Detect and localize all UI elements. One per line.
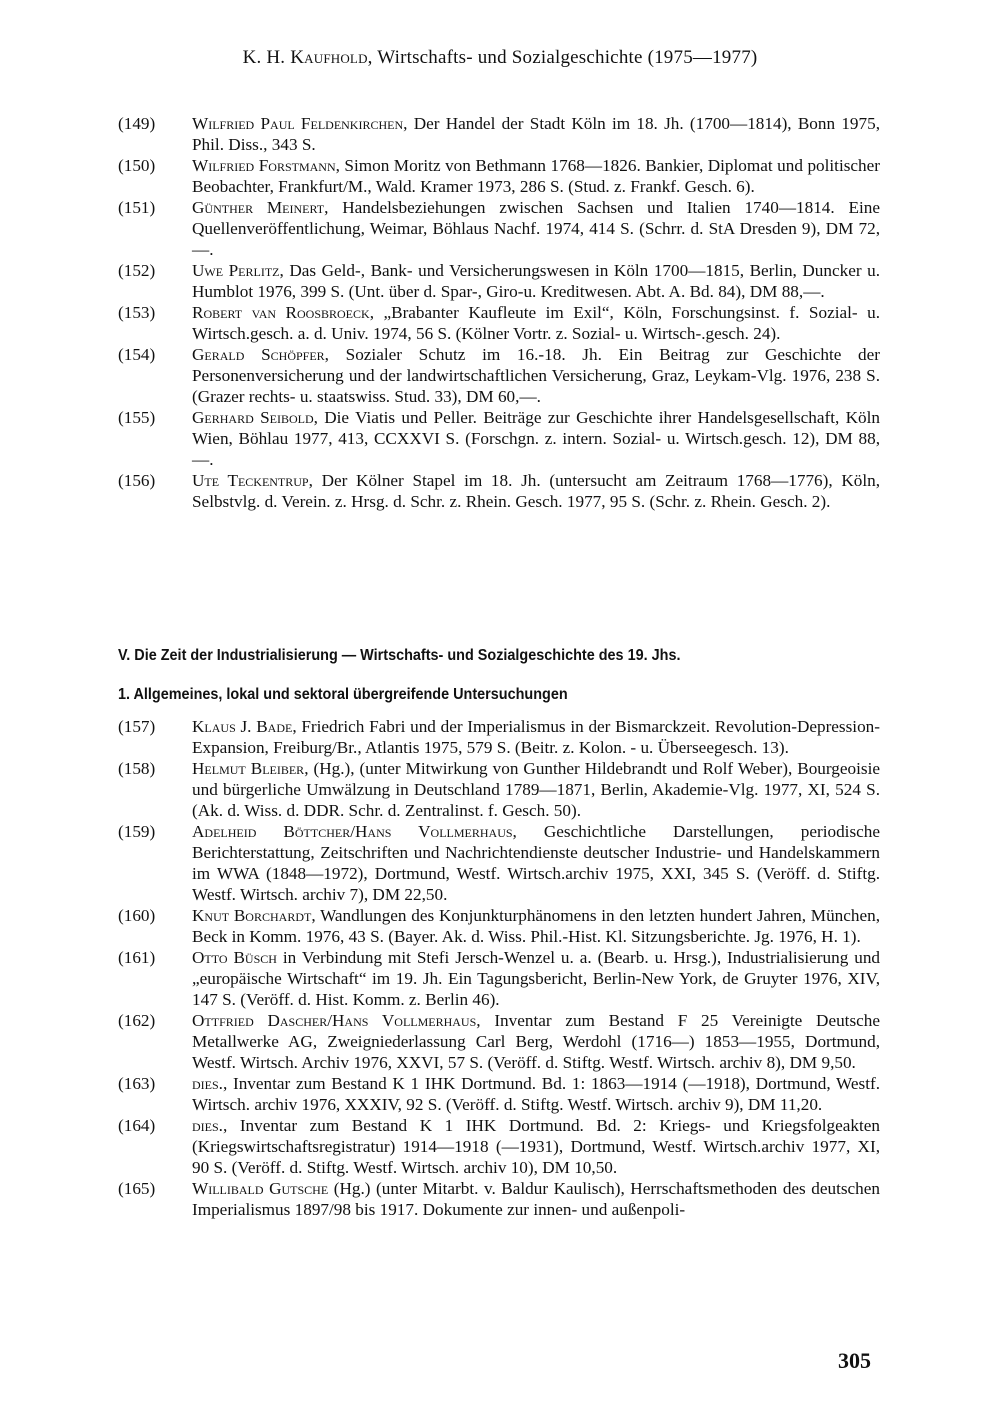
entry-number: (154): [118, 345, 156, 364]
subsection-heading: 1. Allgemeines, lokal und sektoral übergreifende Untersuchungen: [118, 686, 568, 703]
entry-text: , Das Geld-, Bank- und Versicherungswesen in Köln 1700—1815, Berlin, Duncker u. Humblot 1976, 399 S. (Unt. über d. Spar-, Giro-u. Kreditwesen. Abt. A. Bd. 84), DM 88,—.: [192, 261, 880, 301]
entry-number: (163): [118, 1074, 156, 1093]
entry-author: Helmut Bleiber: [192, 759, 305, 778]
section-heading: V. Die Zeit der Industrialisierung — Wirtschafts- und Sozialgeschichte des 19. Jhs.: [118, 647, 681, 664]
entry-author: Ottfried Dascher/Hans Vollmerhaus: [192, 1011, 477, 1030]
entry-author: Otto Büsch: [192, 948, 277, 967]
entry-author: Wilfried Forstmann: [192, 156, 336, 175]
bibliography-entry: [118, 344, 880, 407]
entry-author: dies.: [192, 1116, 223, 1135]
entry-author: Willibald Gutsche: [192, 1179, 329, 1198]
entry-text: , Simon Moritz von Bethmann 1768—1826. Bankier, Diplomat und politischer Beobachter, Frankfurt/M., Wald. Kramer 1973, 286 S. (Stud. z. Frankf. Gesch. 6).: [192, 156, 880, 196]
bibliography-entry: [118, 1115, 880, 1178]
entry-number: (152): [118, 261, 156, 280]
bibliography-entry: [118, 905, 880, 947]
entry-author: dies.: [192, 1074, 223, 1093]
bibliography-entry: [118, 113, 880, 155]
bibliography-entry: [118, 155, 880, 197]
entry-author: Robert van Roosbroeck: [192, 303, 370, 322]
bibliography-entry: [118, 947, 880, 1010]
entry-number: (153): [118, 303, 156, 322]
entry-author: Wilfried Paul Feldenkirchen: [192, 114, 404, 133]
entry-number: (158): [118, 759, 156, 778]
entry-author: Gerhard Seibold: [192, 408, 314, 427]
entry-author: Gerald Schöpfer: [192, 345, 325, 364]
bibliography-entry: [118, 197, 880, 260]
header-title: , Wirtschafts- und Sozialgeschichte (1975—1977): [367, 47, 758, 68]
entry-text: , Inventar zum Bestand F 25 Vereinigte Deutsche Metallwerke AG, Zweigniederlassung Carl Berg, Werdohl (1716—) 1853—1955, Dortmund, Westf. Wirtsch. Archiv 1976, XXVI, 57 S. (Veröff. d. Stiftg. Westf. Wirtsch. archiv 8), DM 9,50.: [192, 1011, 880, 1072]
entry-number: (162): [118, 1011, 156, 1030]
entry-author: Knut Borchardt: [192, 906, 312, 925]
entry-number: (159): [118, 822, 156, 841]
header-author-surname: Kaufhold: [290, 47, 368, 68]
bibliography-entry: [118, 1010, 880, 1073]
running-head: [0, 47, 1000, 69]
entry-number: (165): [118, 1179, 156, 1198]
entry-number: (164): [118, 1116, 156, 1135]
entry-text: , (Hg.), (unter Mitwirkung von Gunther Hildebrandt und Rolf Weber), Bourgeoisie und bürgerliche Umwälzung in Deutschland 1789—1871, Berlin, Akademie-Vlg. 1977, XI, 524 S. (Ak. d. Wiss. d. DDR. Schr. d. Zentralinst. f. Gesch. 50).: [192, 759, 880, 820]
bibliography-entry: [118, 1073, 880, 1115]
entry-text: , Wandlungen des Konjunkturphänomens in den letzten hundert Jahren, München, Beck in Komm. 1976, 43 S. (Bayer. Ak. d. Wiss. Phil.-Hist. Kl. Sitzungsberichte. Jg. 1976, H. 1).: [192, 906, 881, 946]
bibliography-entry: [118, 407, 880, 470]
entry-text: , Handelsbeziehungen zwischen Sachsen und Italien 1740—1814. Eine Quellenveröffentlichung, Weimar, Böhlaus Nachf. 1974, 414 S. (Schrr. d. StA Dresden 9), DM 72,—.: [192, 198, 881, 259]
bibliography-entry: [118, 1178, 880, 1220]
entry-text: , Inventar zum Bestand K 1 IHK Dortmund. Bd. 2: Kriegs- und Kriegsfolgeakten (Kriegswirtschaftsregistratur) 1914—1918 (—1931), Dortmund, Westf. Wirtsch.archiv 1977, XI, 90 S. (Veröff. d. Stiftg. Westf. Wirtsch. archiv 10), DM 10,50.: [192, 1116, 880, 1177]
entry-author: Uwe Perlitz: [192, 261, 280, 280]
bibliography-list-after: [118, 716, 880, 1220]
header-author-initials: K. H.: [242, 47, 286, 68]
entry-number: (155): [118, 408, 156, 427]
entry-author: Adelheid Böttcher/Hans Vollmerhaus: [192, 822, 513, 841]
entry-number: (161): [118, 948, 156, 967]
entry-text: , Der Handel der Stadt Köln im 18. Jh. (1700—1814), Bonn 1975, Phil. Diss., 343 S.: [192, 114, 881, 154]
entry-number: (160): [118, 906, 156, 925]
bibliography-entry: [118, 260, 880, 302]
entry-number: (151): [118, 198, 156, 217]
bibliography-entry: [118, 821, 880, 905]
entry-author: Günther Meinert: [192, 198, 325, 217]
entry-text: (Hg.) (unter Mitarbt. v. Baldur Kaulisch), Herrschaftsmethoden des deutschen Imperialismus 1897/98 bis 1917. Dokumente zur innen- und außenpoli-: [192, 1179, 881, 1219]
entry-text: , Inventar zum Bestand K 1 IHK Dortmund. Bd. 1: 1863—1914 (—1918), Dortmund, Westf. Wirtsch. archiv 1976, XXXIV, 92 S. (Veröff. d. Stiftg. Westf. Wirtsch. archiv 9), DM 11,20.: [192, 1074, 880, 1114]
entry-text: in Verbindung mit Stefi Jersch-Wenzel u. a. (Bearb. u. Hrsg.), Industrialisierung und „europäische Wirtschaft“ im 19. Jh. Ein Tagungsbericht, Berlin-New York, de Gruyter 1976, XIV, 147 S. (Veröff. d. Hist. Komm. z. Berlin 46).: [192, 948, 881, 1009]
bibliography-entry: [118, 470, 880, 512]
bibliography-entry: [118, 302, 880, 344]
bibliography-entry: [118, 716, 880, 758]
entry-author: Klaus J. Bade: [192, 717, 293, 736]
entry-text: , Friedrich Fabri und der Imperialismus in der Bismarckzeit. Revolution-Depression-Expansion, Freiburg/Br., Atlantis 1975, 579 S. (Beitr. z. Kolon. - u. Überseegesch. 13).: [192, 717, 880, 757]
bibliography-entry: [118, 758, 880, 821]
entry-text: , Sozialer Schutz im 16.-18. Jh. Ein Beitrag zur Geschichte der Personenversicherung und der landwirtschaftlichen Versicherung, Graz, Leykam-Vlg. 1976, 238 S. (Grazer rechts- u. staatswiss. Stud. 33), DM 60,—.: [192, 345, 880, 406]
entry-text: , Der Kölner Stapel im 18. Jh. (untersucht am Zeitraum 1768—1776), Köln, Selbstvlg. d. Verein. z. Hrsg. d. Schr. z. Rhein. Gesch. 1977, 95 S. (Schr. z. Rhein. Gesch. 2).: [192, 471, 880, 511]
entry-number: (156): [118, 471, 156, 490]
entry-number: (157): [118, 717, 156, 736]
entry-text: , Geschichtliche Darstellungen, periodische Berichterstattung, Zeitschriften und Nachrichtendienste deutscher Industrie- und Handelskammern im WWA (1848—1972), Dortmund, Westf. Wirtsch.archiv 1975, XXI, 345 S. (Veröff. d. Stiftg. Westf. Wirtsch. archiv 7), DM 22,50.: [192, 822, 880, 904]
entry-number: (150): [118, 156, 156, 175]
entry-author: Ute Teckentrup: [192, 471, 309, 490]
entry-text: , Die Viatis und Peller. Beiträge zur Geschichte ihrer Handelsgesellschaft, Köln Wien, Böhlau 1977, 413, CCXXVI S. (Forschgn. z. intern. Sozial- u. Wirtsch.gesch. 12), DM 88,—.: [192, 408, 880, 469]
page-number: 305: [838, 1348, 871, 1373]
entry-number: (149): [118, 114, 156, 133]
bibliography-list-before: [118, 113, 880, 512]
entry-text: , „Brabanter Kaufleute im Exil“, Köln, Forschungsinst. f. Sozial- u. Wirtsch.gesch. a. d. Univ. 1974, 56 S. (Kölner Vortr. z. Sozial- u. Wirtsch-.gesch. 24).: [192, 303, 880, 343]
